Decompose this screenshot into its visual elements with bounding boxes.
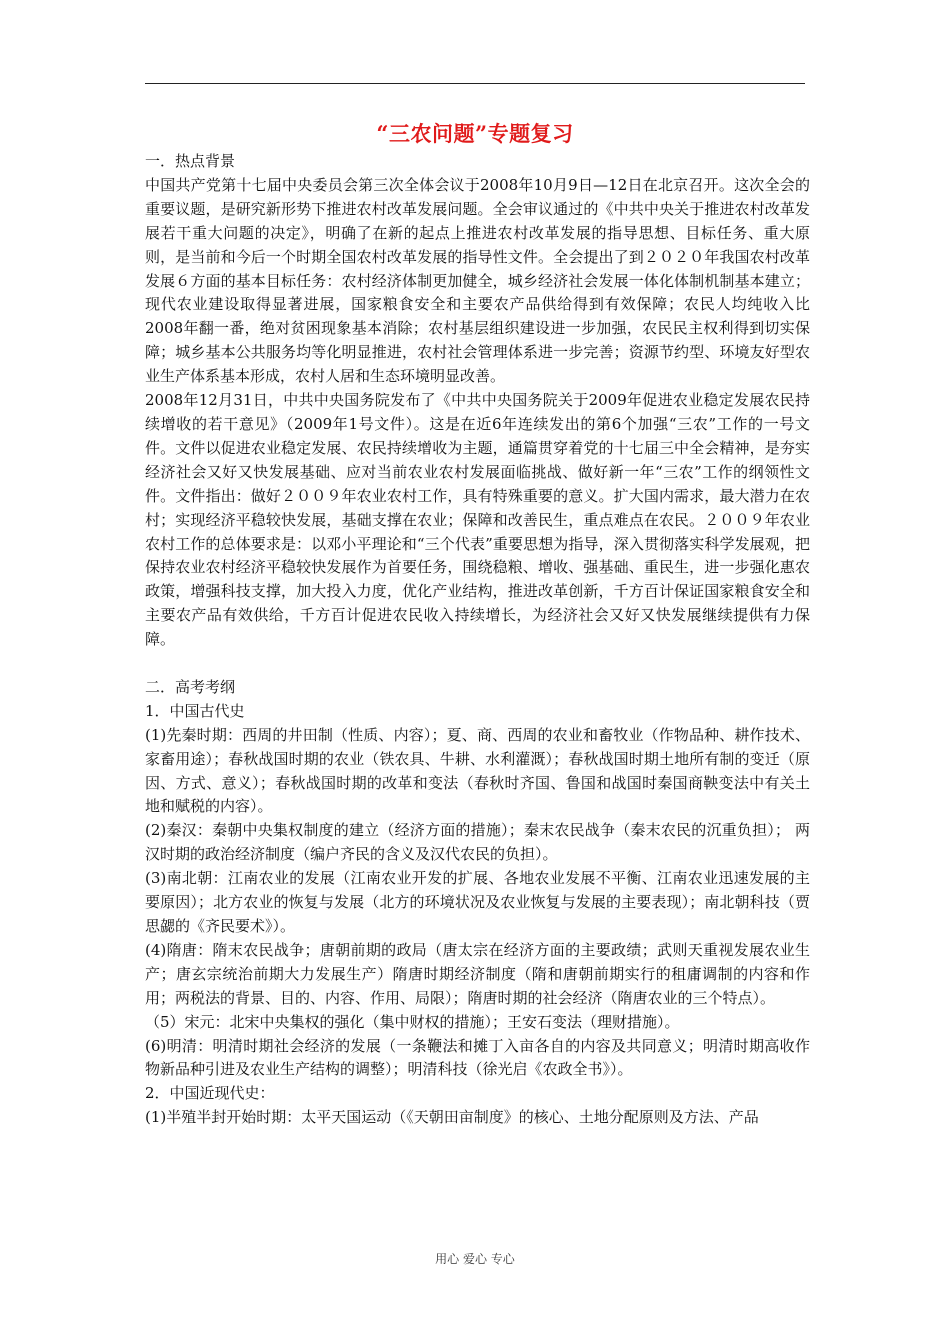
list-item-ming-qing: (6)明清：明清时期社会经济的发展（一条鞭法和摊丁入亩各自的内容及共同意义；明清时期高收作物新品种引进及农业生产结构的调整）；明清科技（徐光启《农政全书》）。: [145, 1036, 810, 1079]
document-body: [145, 150, 810, 1130]
blank-line: [145, 652, 810, 676]
paragraph-plenum: 中国共产党第十七届中央委员会第三次全体会议于2008年10月9日—12日在北京召开。这次全会的重要议题，是研究新形势下推进农村改革发展问题。全会审议通过的《中共中央关于推进农村改革发展若干重大问题的决定》，明确了在新的起点上推进农村改革发展的指导思想、目标任务、重大原则，是当前和今后一个时期全国农村改革发展的指导性文件。全会提出了到２０２０年我国农村改革发展６方面的基本目标任务：农村经济体制更加健全，城乡经济社会发展一体化体制机制基本建立；现代农业建设取得显著进展，国家粮食安全和主要农产品供给得到有效保障；农民人均纯收入比2008年翻一番，绝对贫困现象基本消除；农村基层组织建设进一步加强，农民民主权利得到切实保障；城乡基本公共服务均等化明显推进，农村社会管理体系进一步完善；资源节约型、环境友好型农业生产体系基本形成，农村人居和生态环境明显改善。: [145, 175, 810, 386]
list-item-southern-northern: (3)南北朝：江南农业的发展（江南农业开发的扩展、各地农业发展不平衡、江南农业迅速发展的主要原因）；北方农业的恢复与发展（北方的环境状况及农业恢复与发展的主要表现）；南北朝科技（贾思勰的《齐民要术》）。: [145, 869, 810, 935]
subheading-ancient-history: 1．中国古代史: [145, 701, 245, 720]
subheading-modern-history: 2．中国近现代史：: [145, 1084, 275, 1103]
list-item-semi-colonial: (1)半殖半封开始时期：太平天国运动（《天朝田亩制度》的核心、土地分配原则及方法、产品: [145, 1108, 759, 1127]
paragraph-document-no1: 2008年12月31日，中共中央国务院发布了《中共中央国务院关于2009年促进农业稳定发展农民持续增收的若干意见》（2009年1号文件）。这是在近6年连续发出的第6个加强“三农”工作的一号文件。文件以促进农业稳定发展、农民持续增收为主题，通篇贯穿着党的十七届三中全会精神，是夯实经济社会又好又快发展基础、应对当前农业农村发展面临挑战、做好新一年“三农”工作的纲领性文件。文件指出：做好２００９年农业农村工作，具有特殊重要的意义。扩大国内需求，最大潜力在农村；实现经济平稳较快发展，基础支撑在农业；保障和改善民生，重点难点在农民。２００９年农业农村工作的总体要求是：以邓小平理论和“三个代表”重要思想为指导，深入贯彻落实科学发展观，把保持农业农村经济平稳较快发展作为首要任务，围绕稳粮、增收、强基础、重民生，进一步强化惠农政策，增强科技支撑，加大投入力度，优化产业结构，推进改革创新，千方百计保证国家粮食安全和主要农产品有效供给，千方百计促进农民收入持续增长，为经济社会又好又快发展继续提供有力保障。: [145, 391, 810, 649]
section-heading-exam-outline: 二．高考考纲: [145, 677, 236, 696]
header-rule: [145, 83, 805, 84]
section-heading-hot-background: 一．热点背景: [145, 152, 236, 170]
list-item-song-yuan: （5）宋元：北宋中央集权的强化（集中财权的措施）；王安石变法（理财措施）。: [145, 1012, 680, 1031]
page-title: “三农问题”专题复习: [376, 121, 574, 146]
list-item-sui-tang: (4)隋唐：隋末农民战争；唐朝前期的政局（唐太宗在经济方面的主要政绩；武则天重视发展农业生产；唐玄宗统治前期大力发展生产）隋唐时期经济制度（隋和唐朝前期实行的租庸调制的内容和作用；两税法的背景、目的、内容、作用、局限）；隋唐时期的社会经济（隋唐农业的三个特点）。: [145, 940, 810, 1007]
list-item-qin-han: (2)秦汉：秦朝中央集权制度的建立（经济方面的措施）；秦末农民战争（秦末农民的沉重负担）； 两汉时期的政治经济制度（编户齐民的含义及汉代农民的负担）。: [145, 821, 810, 864]
page-footer: 用心 爱心 专心: [435, 1252, 515, 1266]
list-item-pre-qin: (1)先秦时期：西周的井田制（性质、内容）；夏、商、西周的农业和畜牧业（作物品种、耕作技术、家畜用途）；春秋战国时期的农业（铁农具、牛耕、水利灌溉）；春秋战国时期土地所有制的变迁（原因、方式、意义）；春秋战国时期的改革和变法（春秋时齐国、鲁国和战国时秦国商鞅变法中有关土地和赋税的内容）。: [145, 725, 810, 816]
